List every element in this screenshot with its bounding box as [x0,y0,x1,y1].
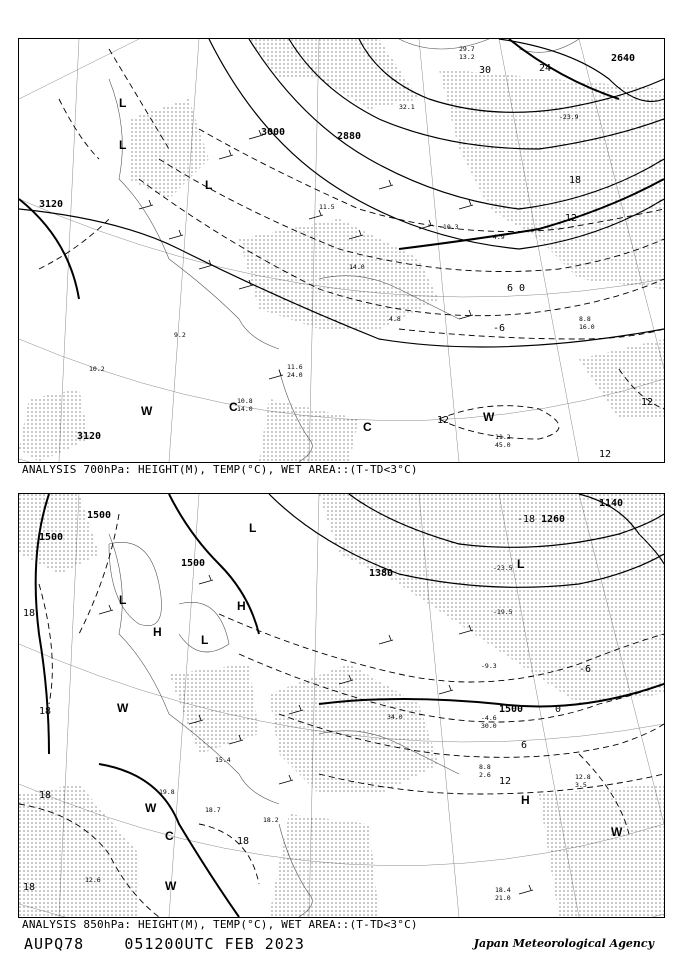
station-value: 12.6 [85,876,101,884]
high-pressure-mark: H [521,793,530,807]
isotherm-label: 18 [39,790,52,801]
isotherm-label: 30 [479,65,492,76]
analysis-map-850hpa [18,493,665,918]
station-value: 30.0 [481,722,497,730]
isotherm-label: 0 [555,704,562,715]
caption-850hpa: ANALYSIS 850hPa: HEIGHT(M), TEMP(°C), WET AREA::(T-TD<3°C) [22,918,418,931]
product-code: AUPQ78 [24,935,85,953]
cold-mark: C [229,400,238,414]
isotherm-label: 18 [23,882,36,893]
height-label: 3120 [39,199,64,210]
warm-mark: W [611,825,623,839]
height-label: 1500 [39,532,64,543]
station-value: 11.2 [495,433,511,441]
station-value: 2.6 [479,771,491,779]
warm-mark: W [165,879,177,893]
height-label: 3120 [77,431,102,442]
station-value: 45.0 [495,441,511,449]
warm-mark: W [145,801,157,815]
station-value: 12.8 [575,773,591,781]
station-value: -23.9 [559,113,579,121]
isotherm-label: 18 [569,175,582,186]
station-value: 14.0 [349,263,365,271]
isotherm-label: 12 [437,415,450,426]
station-value: 4.8 [389,315,401,323]
isotherm-label: 6 [507,283,514,294]
station-value: 32.1 [399,103,415,111]
map-850hpa-canvas [19,494,664,917]
height-label: 1500 [499,704,524,715]
station-value: 10.2 [89,365,105,373]
warm-mark: W [141,404,153,418]
station-value: 29.7 [459,45,475,53]
product-code-line [24,935,305,953]
height-label: 1260 [541,514,566,525]
isotherm-label: 12 [641,397,654,408]
cold-mark: C [165,829,174,843]
station-value: -4.9 [489,233,505,241]
cold-mark: C [363,420,372,434]
isotherm-label: -6 [493,323,506,334]
station-value: -10.3 [439,223,459,231]
low-pressure-mark: L [119,138,127,152]
station-value: 10.8 [237,397,253,405]
station-value: -23.5 [493,564,513,572]
height-label: 2640 [611,53,636,64]
warm-mark: W [483,410,495,424]
station-value: 18.4 [495,886,511,894]
height-label: 1500 [87,510,112,521]
station-value: 8.8 [479,763,491,771]
height-label: 1500 [181,558,206,569]
height-label: 2880 [337,131,362,142]
valid-time: 051200UTC FEB 2023 [124,935,305,953]
caption-700hpa: ANALYSIS 700hPa: HEIGHT(M), TEMP(°C), WET AREA::(T-TD<3°C) [22,463,418,476]
warm-mark: W [117,701,129,715]
isotherm-label: 18 [23,608,36,619]
low-pressure-mark: L [119,96,127,110]
high-pressure-mark: H [237,599,246,613]
station-value: 13.2 [459,53,475,61]
station-value: 21.0 [495,894,511,902]
station-value: 18.7 [205,806,221,814]
height-label: 1380 [369,568,394,579]
agency-name: Japan Meteorological Agency [473,937,654,950]
isotherm-label: 12 [599,449,612,460]
station-value: 9.2 [174,331,186,339]
station-value: -4.6 [481,714,497,722]
station-value: 14.0 [237,405,253,413]
station-value: 11.6 [287,363,303,371]
isotherm-label: 0 [519,283,526,294]
high-pressure-mark: H [153,625,162,639]
station-value: 8.8 [579,315,591,323]
height-label: 3000 [261,127,286,138]
low-pressure-mark: L [201,633,209,647]
station-value: 24.0 [287,371,303,379]
isotherm-label: 24 [539,63,552,74]
station-value: 15.4 [215,756,231,764]
station-value: 11.5 [319,203,335,211]
low-pressure-mark: L [205,178,213,192]
station-value: -19.5 [493,608,513,616]
station-value: 16.0 [579,323,595,331]
low-pressure-mark: L [517,557,525,571]
isotherm-label: 12 [565,213,578,224]
low-pressure-mark: L [119,593,127,607]
station-value: 3.5 [575,781,587,789]
low-pressure-mark: L [249,521,257,535]
analysis-map-700hpa [18,38,665,463]
isotherm-label: 6 [521,740,528,751]
height-label: 1140 [599,498,624,509]
station-value: 19.8 [159,788,175,796]
isotherm-label: 12 [499,776,512,787]
isotherm-label: -6 [579,664,592,675]
isotherm-label: -18 [517,514,536,525]
isotherm-label: 18 [39,706,52,717]
station-value: 34.0 [387,713,403,721]
isotherm-label: 18 [237,836,250,847]
station-value: 18.2 [263,816,279,824]
map-700hpa-canvas [19,39,664,462]
station-value: -9.3 [481,662,497,670]
